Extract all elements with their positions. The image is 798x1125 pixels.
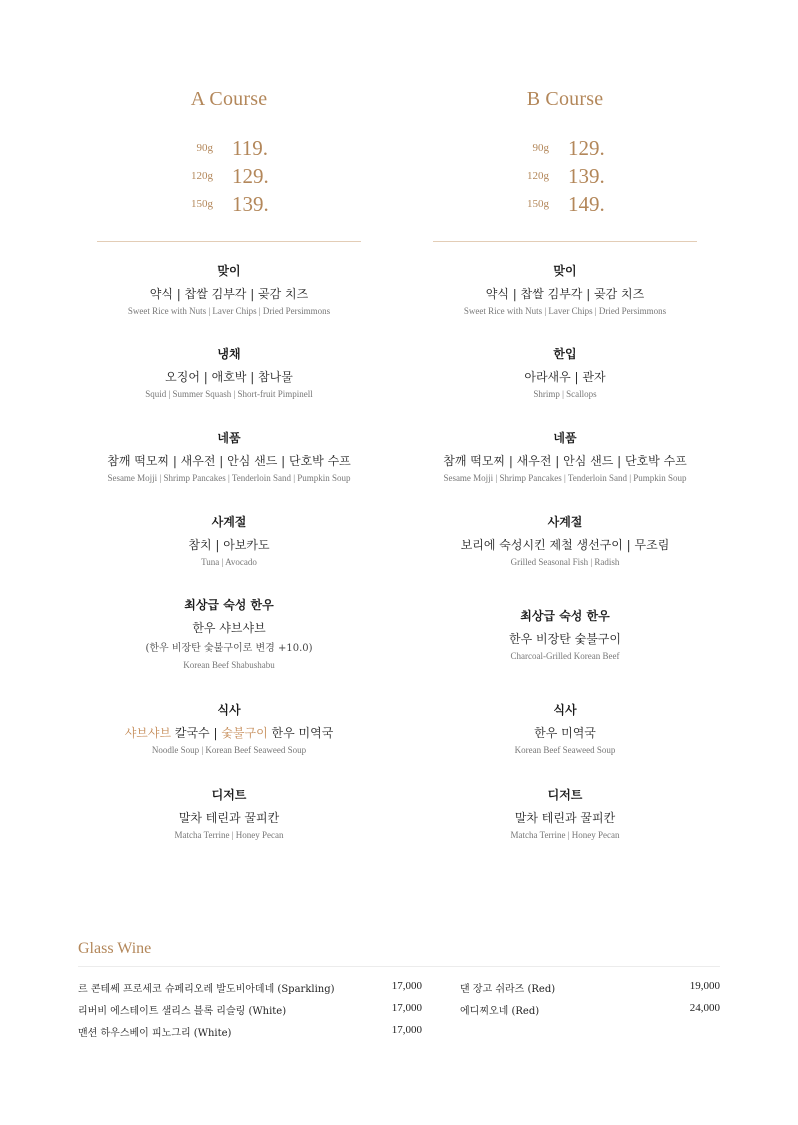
glass-wine-title: Glass Wine: [78, 940, 152, 957]
section-english: Sweet Rice with Nuts | Laver Chips | Dried Persimmons: [463, 306, 667, 316]
menu-section: [97, 596, 361, 672]
section-items: 참치 | 아보카도: [188, 538, 270, 552]
wine-item: [78, 1024, 422, 1042]
menu-section: [97, 786, 361, 842]
menu-section: [97, 701, 361, 757]
wine-name: 리버비 에스테이트 샐리스 블록 리슬링 (White): [78, 1006, 287, 1017]
section-items: 아라새우 | 관자: [524, 370, 606, 384]
section-english: Sesame Mojji | Shrimp Pancakes | Tenderloin Sand | Pumpkin Soup: [443, 473, 687, 483]
section-english: Sweet Rice with Nuts | Laver Chips | Dried Persimmons: [127, 306, 331, 316]
menu-section: [97, 262, 361, 318]
menu-section: [433, 429, 697, 485]
section-items: 한우 비장탄 숯불구이: [509, 632, 621, 646]
wine-price: 17,000: [391, 980, 422, 992]
price-row: [97, 192, 361, 220]
weight-label: 90g: [532, 142, 549, 154]
weight-label: 150g: [527, 198, 549, 210]
menu-section: [433, 262, 697, 318]
section-items: 오징어 | 애호박 | 참나물: [165, 370, 293, 384]
menu-section: [433, 345, 697, 401]
weight-label: 90g: [196, 142, 213, 154]
price-row: [433, 164, 697, 192]
weight-label: 150g: [191, 198, 213, 210]
wine-name: 맨션 하우스베이 피노그리 (White): [78, 1028, 232, 1039]
section-items: 참깨 떡모찌 | 새우전 | 안심 샌드 | 단호박 수프: [443, 454, 687, 468]
section-items: 한우 샤브샤브: [192, 621, 266, 635]
section-english: Shrimp | Scallops: [533, 389, 597, 399]
menu-section: [433, 786, 697, 842]
section-items: 참깨 떡모찌 | 새우전 | 안심 샌드 | 단호박 수프: [107, 454, 351, 468]
wine-name: 에디찌오네 (Red): [460, 1006, 540, 1017]
menu-section: [97, 429, 361, 485]
section-items: 보리에 숙성시킨 제철 생선구이 | 무조림: [460, 538, 670, 552]
section-title: 식사: [553, 703, 577, 717]
section-title: 최상급 숙성 한우: [184, 598, 274, 612]
section-english: Sesame Mojji | Shrimp Pancakes | Tenderloin Sand | Pumpkin Soup: [107, 473, 351, 483]
weight-label: 120g: [527, 170, 549, 182]
section-english: Charcoal-Grilled Korean Beef: [510, 651, 620, 661]
section-title: 사계절: [211, 515, 247, 529]
item-text: 칼국수 |: [171, 726, 222, 740]
menu-section: [97, 513, 361, 569]
section-english: Squid | Summer Squash | Short-fruit Pimpinell: [145, 389, 313, 399]
section-items: 말차 테린과 꿀피칸: [514, 811, 616, 825]
section-english: Korean Beef Shabushabu: [183, 660, 275, 670]
menu-section: [433, 701, 697, 757]
weight-label: 120g: [191, 170, 213, 182]
section-title: 냉채: [217, 347, 241, 361]
wine-item: [78, 1002, 422, 1020]
section-title: 식사: [217, 703, 241, 717]
price-value: 139.: [232, 192, 269, 216]
section-english: Matcha Terrine | Honey Pecan: [510, 830, 620, 840]
section-title: 사계절: [547, 515, 583, 529]
menu-section: [433, 513, 697, 569]
section-items: 약식 | 찹쌀 김부각 | 곶감 치즈: [485, 287, 645, 301]
price-row: [433, 136, 697, 164]
section-items: 말차 테린과 꿀피칸: [178, 811, 280, 825]
highlight-item: 샤브샤브: [124, 726, 172, 740]
section-english: Matcha Terrine | Honey Pecan: [174, 830, 284, 840]
wine-name: 댄 장고 쉬라즈 (Red): [460, 984, 556, 995]
price-value: 139.: [568, 164, 605, 188]
wine-item: [460, 1002, 720, 1020]
section-title: 디저트: [547, 788, 583, 802]
price-value: 129.: [568, 136, 605, 160]
section-english: Korean Beef Seaweed Soup: [514, 745, 616, 755]
section-title: 맞이: [553, 264, 577, 278]
section-items: [97, 723, 361, 743]
wine-item: [78, 980, 422, 998]
menu-section: [97, 345, 361, 401]
section-title: 네품: [553, 431, 577, 445]
price-value: 129.: [232, 164, 269, 188]
wine-name: 르 콘테쎄 프로세코 슈페리오레 발도비아데네 (Sparkling): [78, 984, 335, 995]
section-english: Noodle Soup | Korean Beef Seaweed Soup: [151, 745, 307, 755]
price-value: 149.: [568, 192, 605, 216]
highlight-item: 숯불구이: [221, 726, 268, 740]
section-title: 디저트: [211, 788, 247, 802]
section-english: Tuna | Avocado: [201, 557, 257, 567]
wine-item: [460, 980, 720, 998]
section-note: (한우 비장탄 숯불구이로 변경 +10.0): [145, 643, 313, 654]
item-text: 한우 미역국: [267, 726, 334, 740]
section-english: Grilled Seasonal Fish | Radish: [510, 557, 620, 567]
price-row: [433, 192, 697, 220]
wine-price: 19,000: [689, 980, 720, 992]
menu-section: [433, 607, 697, 663]
course-title: A Course: [190, 88, 268, 110]
section-title: 최상급 숙성 한우: [520, 609, 610, 623]
wine-divider: [78, 966, 720, 967]
price-value: 119.: [232, 136, 268, 160]
price-row: [97, 136, 361, 164]
price-row: [97, 164, 361, 192]
wine-price: 17,000: [391, 1024, 422, 1036]
section-items: 약식 | 찹쌀 김부각 | 곶감 치즈: [149, 287, 309, 301]
section-title: 네품: [217, 431, 241, 445]
section-title: 한입: [553, 347, 577, 361]
wine-price: 24,000: [689, 1002, 720, 1014]
divider: [97, 241, 361, 242]
course-title: B Course: [526, 88, 604, 110]
divider: [433, 241, 697, 242]
section-items: 한우 미역국: [534, 726, 596, 740]
section-title: 맞이: [217, 264, 241, 278]
wine-price: 17,000: [391, 1002, 422, 1014]
